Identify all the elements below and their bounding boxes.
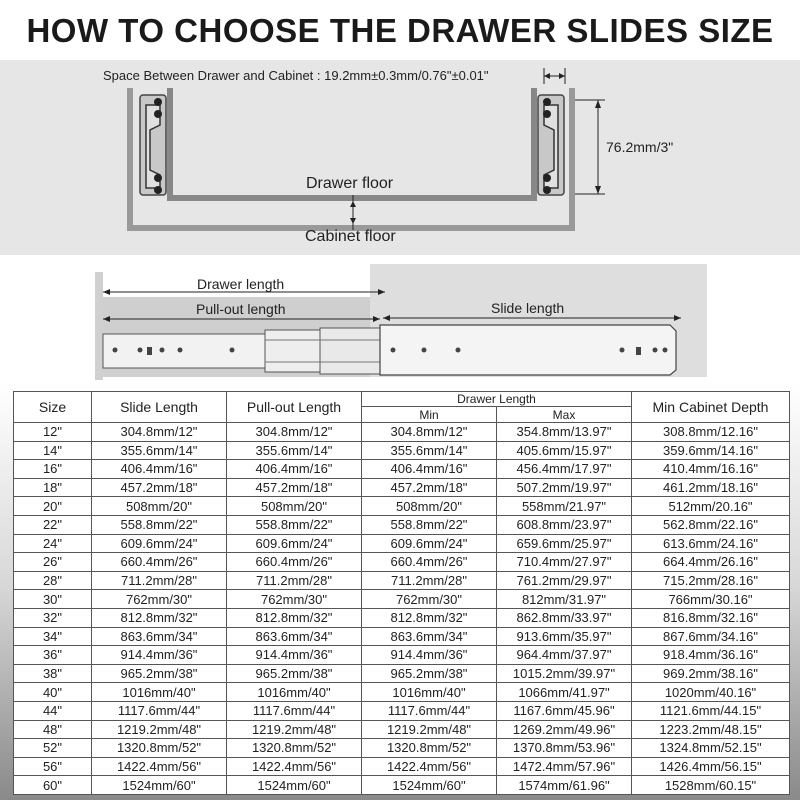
cell-drawer-length-max: 659.6mm/25.97" <box>497 534 632 553</box>
cell-size: 32" <box>14 608 92 627</box>
table-body <box>14 423 790 795</box>
table-row <box>14 739 790 758</box>
header-min: Min <box>362 407 497 423</box>
cell-min-cabinet-depth: 1528mm/60.15" <box>632 776 790 795</box>
cell-size: 28" <box>14 571 92 590</box>
cell-size: 38" <box>14 664 92 683</box>
cell-min-cabinet-depth: 816.8mm/32.16" <box>632 608 790 627</box>
cell-min-cabinet-depth: 969.2mm/38.16" <box>632 664 790 683</box>
cell-slide-length: 1219.2mm/48" <box>92 720 227 739</box>
cell-drawer-length-min: 304.8mm/12" <box>362 423 497 442</box>
cell-min-cabinet-depth: 359.6mm/14.16" <box>632 441 790 460</box>
cell-size: 22" <box>14 515 92 534</box>
cell-drawer-length-max: 761.2mm/29.97" <box>497 571 632 590</box>
cell-slide-length: 1524mm/60" <box>92 776 227 795</box>
cell-pullout-length: 762mm/30" <box>227 590 362 609</box>
table-row <box>14 460 790 479</box>
cell-size: 14" <box>14 441 92 460</box>
cell-drawer-length-min: 1524mm/60" <box>362 776 497 795</box>
cell-drawer-length-min: 508mm/20" <box>362 497 497 516</box>
space-between-label: Space Between Drawer and Cabinet : 19.2mm±0.3mm/0.76"±0.01" <box>103 68 489 83</box>
cell-size: 20" <box>14 497 92 516</box>
cell-pullout-length: 863.6mm/34" <box>227 627 362 646</box>
cell-slide-length: 914.4mm/36" <box>92 646 227 665</box>
cell-min-cabinet-depth: 1426.4mm/56.15" <box>632 757 790 776</box>
cell-size: 40" <box>14 683 92 702</box>
cell-drawer-length-max: 558mm/21.97" <box>497 497 632 516</box>
cell-slide-length: 762mm/30" <box>92 590 227 609</box>
cell-size: 60" <box>14 776 92 795</box>
cell-slide-length: 558.8mm/22" <box>92 515 227 534</box>
cell-slide-length: 863.6mm/34" <box>92 627 227 646</box>
table-row <box>14 757 790 776</box>
table-row <box>14 534 790 553</box>
cell-size: 36" <box>14 646 92 665</box>
table-row <box>14 720 790 739</box>
cell-drawer-length-max: 1269.2mm/49.96" <box>497 720 632 739</box>
cell-drawer-length-max: 1015.2mm/39.97" <box>497 664 632 683</box>
cell-slide-length: 1117.6mm/44" <box>92 701 227 720</box>
cell-size: 44" <box>14 701 92 720</box>
cell-drawer-length-min: 457.2mm/18" <box>362 478 497 497</box>
drawer-floor-label: Drawer floor <box>306 175 394 192</box>
cell-pullout-length: 812.8mm/32" <box>227 608 362 627</box>
cell-pullout-length: 1422.4mm/56" <box>227 757 362 776</box>
cell-slide-length: 1320.8mm/52" <box>92 739 227 758</box>
cell-pullout-length: 660.4mm/26" <box>227 553 362 572</box>
cell-size: 24" <box>14 534 92 553</box>
cell-pullout-length: 508mm/20" <box>227 497 362 516</box>
cell-min-cabinet-depth: 918.4mm/36.16" <box>632 646 790 665</box>
cross-section-diagram <box>0 60 800 255</box>
cell-slide-length: 508mm/20" <box>92 497 227 516</box>
left-slide-icon <box>140 95 166 195</box>
cell-drawer-length-min: 1219.2mm/48" <box>362 720 497 739</box>
cell-drawer-length-min: 355.6mm/14" <box>362 441 497 460</box>
cell-drawer-length-max: 1370.8mm/53.96" <box>497 739 632 758</box>
cell-min-cabinet-depth: 461.2mm/18.16" <box>632 478 790 497</box>
table-row <box>14 497 790 516</box>
closed-slide-icon <box>380 325 676 375</box>
cell-drawer-length-min: 965.2mm/38" <box>362 664 497 683</box>
cell-pullout-length: 304.8mm/12" <box>227 423 362 442</box>
table-row <box>14 553 790 572</box>
slide-length-label: Slide length <box>491 300 565 316</box>
header-drawer-length: Drawer Length <box>362 392 632 407</box>
cell-min-cabinet-depth: 766mm/30.16" <box>632 590 790 609</box>
header-size: Size <box>14 392 92 423</box>
height-dimension <box>575 100 605 194</box>
cell-min-cabinet-depth: 410.4mm/16.16" <box>632 460 790 479</box>
cell-drawer-length-min: 863.6mm/34" <box>362 627 497 646</box>
header-pullout-length: Pull-out Length <box>227 392 362 423</box>
table-row <box>14 608 790 627</box>
cell-pullout-length: 1524mm/60" <box>227 776 362 795</box>
cell-size: 34" <box>14 627 92 646</box>
gap-dimension <box>544 68 565 84</box>
cell-size: 52" <box>14 739 92 758</box>
cell-size: 18" <box>14 478 92 497</box>
cell-pullout-length: 914.4mm/36" <box>227 646 362 665</box>
cell-drawer-length-max: 862.8mm/33.97" <box>497 608 632 627</box>
cell-size: 26" <box>14 553 92 572</box>
cell-drawer-length-min: 762mm/30" <box>362 590 497 609</box>
cell-size: 16" <box>14 460 92 479</box>
cell-drawer-length-min: 914.4mm/36" <box>362 646 497 665</box>
drawer-length-label: Drawer length <box>197 276 285 292</box>
cell-min-cabinet-depth: 562.8mm/22.16" <box>632 515 790 534</box>
cell-slide-length: 812.8mm/32" <box>92 608 227 627</box>
cell-drawer-length-min: 558.8mm/22" <box>362 515 497 534</box>
size-table <box>13 391 790 795</box>
extended-slide-icon <box>103 328 380 374</box>
cell-min-cabinet-depth: 1020mm/40.16" <box>632 683 790 702</box>
cell-pullout-length: 609.6mm/24" <box>227 534 362 553</box>
cell-drawer-length-min: 1320.8mm/52" <box>362 739 497 758</box>
cell-min-cabinet-depth: 867.6mm/34.16" <box>632 627 790 646</box>
table-row <box>14 627 790 646</box>
table-row <box>14 515 790 534</box>
cell-drawer-length-max: 405.6mm/15.97" <box>497 441 632 460</box>
cell-pullout-length: 965.2mm/38" <box>227 664 362 683</box>
cell-min-cabinet-depth: 1324.8mm/52.15" <box>632 739 790 758</box>
cell-slide-length: 965.2mm/38" <box>92 664 227 683</box>
cell-slide-length: 1016mm/40" <box>92 683 227 702</box>
header-min-cabinet-depth: Min Cabinet Depth <box>632 392 790 423</box>
cell-slide-length: 1422.4mm/56" <box>92 757 227 776</box>
header-slide-length: Slide Length <box>92 392 227 423</box>
table-row <box>14 683 790 702</box>
cell-drawer-length-min: 660.4mm/26" <box>362 553 497 572</box>
cell-slide-length: 457.2mm/18" <box>92 478 227 497</box>
cell-drawer-length-max: 608.8mm/23.97" <box>497 515 632 534</box>
pullout-length-label: Pull-out length <box>196 301 286 317</box>
cell-size: 12" <box>14 423 92 442</box>
cell-drawer-length-min: 1117.6mm/44" <box>362 701 497 720</box>
cell-drawer-length-max: 812mm/31.97" <box>497 590 632 609</box>
table-row <box>14 701 790 720</box>
table-row <box>14 776 790 795</box>
cell-drawer-length-max: 964.4mm/37.97" <box>497 646 632 665</box>
cell-min-cabinet-depth: 715.2mm/28.16" <box>632 571 790 590</box>
cell-slide-length: 406.4mm/16" <box>92 460 227 479</box>
cell-min-cabinet-depth: 664.4mm/26.16" <box>632 553 790 572</box>
cell-drawer-length-max: 507.2mm/19.97" <box>497 478 632 497</box>
cell-slide-length: 609.6mm/24" <box>92 534 227 553</box>
table-row <box>14 441 790 460</box>
cross-section-svg <box>0 60 800 255</box>
drawer-front-panel <box>95 272 103 380</box>
cell-drawer-length-min: 711.2mm/28" <box>362 571 497 590</box>
side-view-svg <box>0 262 800 384</box>
cell-min-cabinet-depth: 613.6mm/24.16" <box>632 534 790 553</box>
cell-min-cabinet-depth: 1223.2mm/48.15" <box>632 720 790 739</box>
cell-slide-length: 304.8mm/12" <box>92 423 227 442</box>
cell-drawer-length-max: 1472.4mm/57.96" <box>497 757 632 776</box>
table-row <box>14 590 790 609</box>
cell-drawer-length-max: 1167.6mm/45.96" <box>497 701 632 720</box>
cell-drawer-length-min: 812.8mm/32" <box>362 608 497 627</box>
table-row <box>14 423 790 442</box>
header-max: Max <box>497 407 632 423</box>
table-row <box>14 664 790 683</box>
table-row <box>14 646 790 665</box>
cell-drawer-length-min: 1422.4mm/56" <box>362 757 497 776</box>
cell-size: 48" <box>14 720 92 739</box>
cell-slide-length: 660.4mm/26" <box>92 553 227 572</box>
cell-min-cabinet-depth: 1121.6mm/44.15" <box>632 701 790 720</box>
cell-pullout-length: 1320.8mm/52" <box>227 739 362 758</box>
cell-drawer-length-max: 354.8mm/13.97" <box>497 423 632 442</box>
cell-size: 30" <box>14 590 92 609</box>
cell-drawer-length-min: 406.4mm/16" <box>362 460 497 479</box>
height-label: 76.2mm/3" <box>606 139 674 155</box>
cell-pullout-length: 457.2mm/18" <box>227 478 362 497</box>
cell-drawer-length-min: 1016mm/40" <box>362 683 497 702</box>
cell-pullout-length: 558.8mm/22" <box>227 515 362 534</box>
cabinet-floor-label: Cabinet floor <box>305 228 396 245</box>
table-row <box>14 571 790 590</box>
cell-pullout-length: 355.6mm/14" <box>227 441 362 460</box>
cell-min-cabinet-depth: 512mm/20.16" <box>632 497 790 516</box>
cell-drawer-length-max: 710.4mm/27.97" <box>497 553 632 572</box>
cell-drawer-length-min: 609.6mm/24" <box>362 534 497 553</box>
cell-pullout-length: 1016mm/40" <box>227 683 362 702</box>
cell-pullout-length: 406.4mm/16" <box>227 460 362 479</box>
cell-pullout-length: 1219.2mm/48" <box>227 720 362 739</box>
cell-pullout-length: 1117.6mm/44" <box>227 701 362 720</box>
right-slide-icon <box>538 95 564 195</box>
cell-drawer-length-max: 456.4mm/17.97" <box>497 460 632 479</box>
cell-slide-length: 711.2mm/28" <box>92 571 227 590</box>
cell-size: 56" <box>14 757 92 776</box>
table-row <box>14 478 790 497</box>
page-title: HOW TO CHOOSE THE DRAWER SLIDES SIZE <box>26 12 774 49</box>
cell-slide-length: 355.6mm/14" <box>92 441 227 460</box>
cell-pullout-length: 711.2mm/28" <box>227 571 362 590</box>
cell-drawer-length-max: 1574mm/61.96" <box>497 776 632 795</box>
cell-min-cabinet-depth: 308.8mm/12.16" <box>632 423 790 442</box>
cell-drawer-length-max: 913.6mm/35.97" <box>497 627 632 646</box>
cell-drawer-length-max: 1066mm/41.97" <box>497 683 632 702</box>
side-view-diagram <box>0 262 800 384</box>
